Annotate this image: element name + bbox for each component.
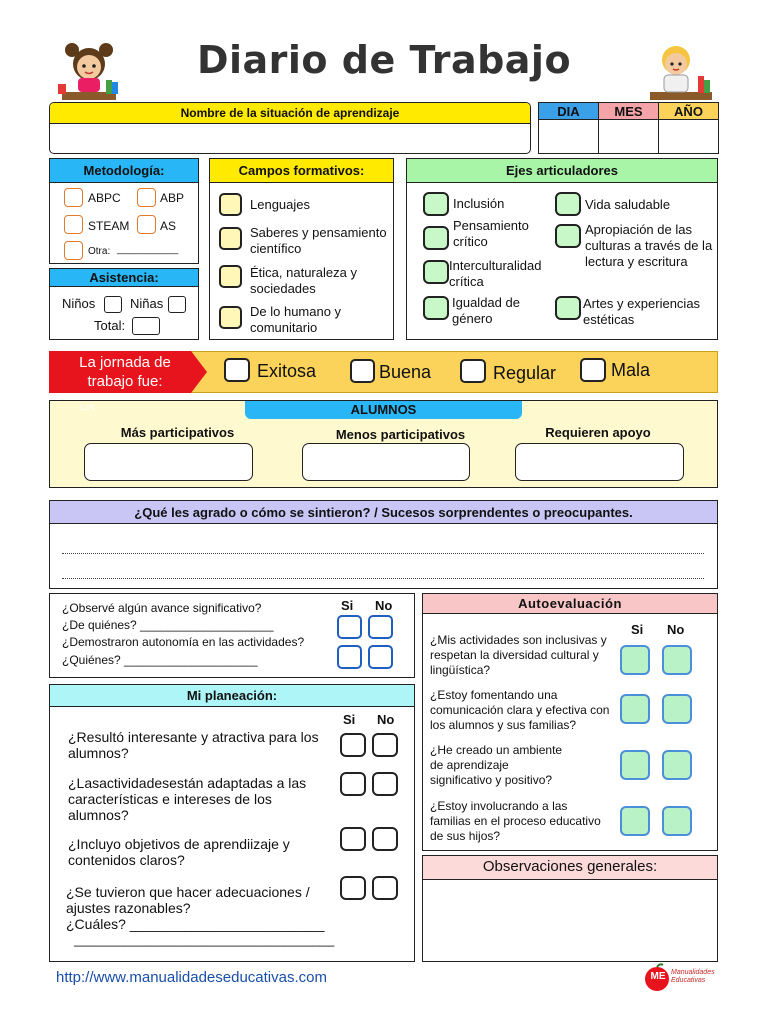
footer-logo-text: Manualidades Educativas — [671, 969, 715, 984]
inclusion-checkbox[interactable] — [423, 192, 449, 216]
metodologia-title: Metodología: — [50, 159, 198, 183]
asistencia-title: Asistencia: — [50, 269, 198, 287]
regular-checkbox[interactable] — [460, 359, 486, 383]
avance-line-3: ¿Demostraron autonomía en las actividades? — [62, 635, 305, 649]
planeacion-no-checkbox-1[interactable] — [372, 733, 398, 757]
buena-label: Buena — [379, 362, 432, 382]
igualdad-checkbox[interactable] — [423, 296, 449, 320]
requieren-apoyo-label: Requieren apoyo — [545, 425, 651, 440]
apropiacion-checkbox[interactable] — [555, 224, 581, 248]
exitosa-label: Exitosa — [257, 361, 317, 381]
autoevaluacion-no-checkbox-4[interactable] — [662, 806, 692, 836]
autoevaluacion-no-checkbox-1[interactable] — [662, 645, 692, 675]
exitosa-checkbox[interactable] — [224, 358, 250, 382]
planeacion-cuales[interactable]: ¿Cuáles? _________________________ — [66, 916, 325, 932]
mas-participativos-label: Más participativos — [120, 425, 235, 440]
avance-no-label: No — [375, 598, 393, 613]
boy-illustration — [646, 42, 716, 102]
anio-label: AÑO — [659, 103, 718, 120]
avance-line-4: ¿Quiénes? ____________________ — [62, 653, 258, 667]
saberes-label: Saberes y pensamiento científico — [250, 225, 387, 256]
footer-url[interactable]: http://www.manualidadeseducativas.com — [56, 969, 327, 986]
planeacion-no-label: No — [377, 712, 395, 727]
lenguajes-label: Lenguajes — [250, 197, 310, 212]
dia-label: DIA — [539, 103, 598, 120]
as-checkbox[interactable] — [137, 215, 156, 234]
planeacion-no-checkbox-2[interactable] — [372, 772, 398, 796]
jornada-label: La jornada de trabajo fue: — [79, 354, 171, 390]
alumnos-tiny-text: Los — [80, 402, 95, 412]
avance-no-checkbox-2[interactable] — [368, 645, 393, 669]
steam-checkbox[interactable] — [64, 215, 83, 234]
mala-label: Mala — [611, 360, 651, 380]
apropiacion-label: Apropiación de las culturas a través de la lectura y escritura — [585, 222, 713, 269]
artes-checkbox[interactable] — [555, 296, 581, 320]
abp-checkbox[interactable] — [137, 188, 156, 207]
agrado-line-1[interactable] — [62, 553, 704, 554]
humano-checkbox[interactable] — [219, 306, 242, 329]
observaciones-title: Observaciones generales: — [423, 856, 717, 880]
vida-checkbox[interactable] — [555, 192, 581, 216]
avance-line-1: ¿Observé algún avance significativo? — [62, 601, 262, 615]
planeacion-si-label: Si — [343, 712, 356, 727]
menos-participativos-label: Menos participativos — [335, 427, 466, 442]
alumnos-title: ALUMNOS — [245, 401, 522, 419]
planeacion-cuales-line[interactable]: ____________________________________ — [74, 932, 335, 947]
steam-label: STEAM — [88, 219, 130, 233]
planeacion-title: Mi planeación: — [50, 685, 414, 707]
planeacion-question-2: ¿Lasactividadesestán adaptadas a las características e intereses de los alumnos? — [68, 775, 307, 823]
planeacion-no-checkbox-3[interactable] — [372, 827, 398, 851]
saberes-checkbox[interactable] — [219, 227, 242, 250]
autoevaluacion-question-2: ¿Estoy fomentando una comunicación clara y efectiva con los alumnos y sus familias? — [430, 688, 610, 732]
campos-title: Campos formativos: — [210, 159, 393, 183]
as-label: AS — [160, 219, 177, 233]
otra-checkbox[interactable] — [64, 241, 83, 260]
planeacion-question-1: ¿Resultó interesante y atractiva para los alumnos? — [68, 729, 319, 761]
autoevaluacion-si-checkbox-2[interactable] — [620, 694, 650, 724]
abpc-checkbox[interactable] — [64, 188, 83, 207]
autoevaluacion-si-checkbox-4[interactable] — [620, 806, 650, 836]
mala-checkbox[interactable] — [580, 358, 606, 382]
mes-label: MES — [599, 103, 658, 120]
total-label: Total: — [94, 318, 126, 333]
autoevaluacion-no-checkbox-3[interactable] — [662, 750, 692, 780]
avance-si-checkbox-1[interactable] — [337, 615, 362, 639]
planeacion-si-checkbox-4[interactable] — [340, 876, 366, 900]
igualdad-label: Igualdad de género — [452, 295, 520, 326]
pensamiento-label: Pensamiento crítico — [453, 218, 529, 249]
autoevaluacion-question-1: ¿Mis actividades son inclusivas y respetan la diversidad cultural y lingüística? — [430, 633, 607, 677]
interculturalidad-label: Interculturalidad crítica — [449, 258, 542, 289]
autoevaluacion-question-3: ¿He creado un ambiente de aprendizaje significativo y positivo? — [430, 743, 563, 787]
mas-participativos-input[interactable] — [84, 443, 253, 481]
autoevaluacion-title: Autoevaluación — [423, 594, 717, 614]
autoevaluacion-si-checkbox-1[interactable] — [620, 645, 650, 675]
abpc-label: ABPC — [88, 191, 121, 205]
avance-line-2: ¿De quiénes? ____________________ — [62, 618, 274, 632]
interculturalidad-checkbox[interactable] — [423, 260, 449, 284]
planeacion-question-4: ¿Se tuvieron que hacer adecuaciones / ajustes razonables? — [66, 884, 310, 916]
avance-si-checkbox-2[interactable] — [337, 645, 362, 669]
vida-label: Vida saludable — [585, 197, 671, 212]
agrado-title: ¿Qué les agrado o cómo se sintieron? / Sucesos sorprendentes o preocupantes. — [50, 501, 717, 524]
autoevaluacion-si-label: Si — [631, 622, 644, 637]
planeacion-question-3: ¿Incluyo objetivos de aprendiizaje y contenidos claros? — [68, 836, 290, 868]
pensamiento-checkbox[interactable] — [423, 226, 449, 250]
requieren-apoyo-input[interactable] — [515, 443, 684, 481]
autoevaluacion-no-label: No — [667, 622, 685, 637]
agrado-line-2[interactable] — [62, 578, 704, 579]
artes-label: Artes y experiencias estéticas — [583, 296, 701, 327]
lenguajes-checkbox[interactable] — [219, 193, 242, 216]
buena-checkbox[interactable] — [350, 359, 375, 383]
etica-checkbox[interactable] — [219, 265, 242, 288]
avance-no-checkbox-1[interactable] — [368, 615, 393, 639]
humano-label: De lo humano y comunitario — [250, 304, 342, 335]
autoevaluacion-no-checkbox-2[interactable] — [662, 694, 692, 724]
page-title: Diario de Trabajo — [196, 38, 572, 82]
situacion-label: Nombre de la situación de aprendizaje — [50, 103, 530, 124]
footer-logo-initials: ME — [650, 971, 666, 982]
otra-line[interactable]: ___________ — [117, 244, 179, 255]
otra-label: Otra: — [88, 246, 111, 257]
ninos-label: Niños — [62, 296, 96, 311]
ninas-box[interactable] — [168, 296, 186, 313]
planeacion-no-checkbox-4[interactable] — [372, 876, 398, 900]
avance-si-label: Si — [341, 598, 354, 613]
planeacion-si-checkbox-3[interactable] — [340, 827, 366, 851]
ninos-box[interactable] — [104, 296, 122, 313]
regular-label: Regular — [493, 363, 557, 383]
planeacion-si-checkbox-2[interactable] — [340, 772, 366, 796]
autoevaluacion-question-4: ¿Estoy involucrando a las familias en el proceso educativo de sus hijos? — [430, 799, 601, 843]
abp-label: ABP — [160, 191, 185, 205]
situacion-input[interactable] — [55, 126, 525, 152]
total-box[interactable] — [132, 317, 160, 335]
menos-participativos-input[interactable] — [302, 443, 470, 481]
ejes-title: Ejes articuladores — [407, 159, 717, 183]
autoevaluacion-si-checkbox-3[interactable] — [620, 750, 650, 780]
ninas-label: Niñas — [130, 296, 164, 311]
planeacion-si-checkbox-1[interactable] — [340, 733, 366, 757]
etica-label: Ética, naturaleza y sociedades — [250, 265, 357, 296]
inclusion-label: Inclusión — [453, 196, 505, 211]
